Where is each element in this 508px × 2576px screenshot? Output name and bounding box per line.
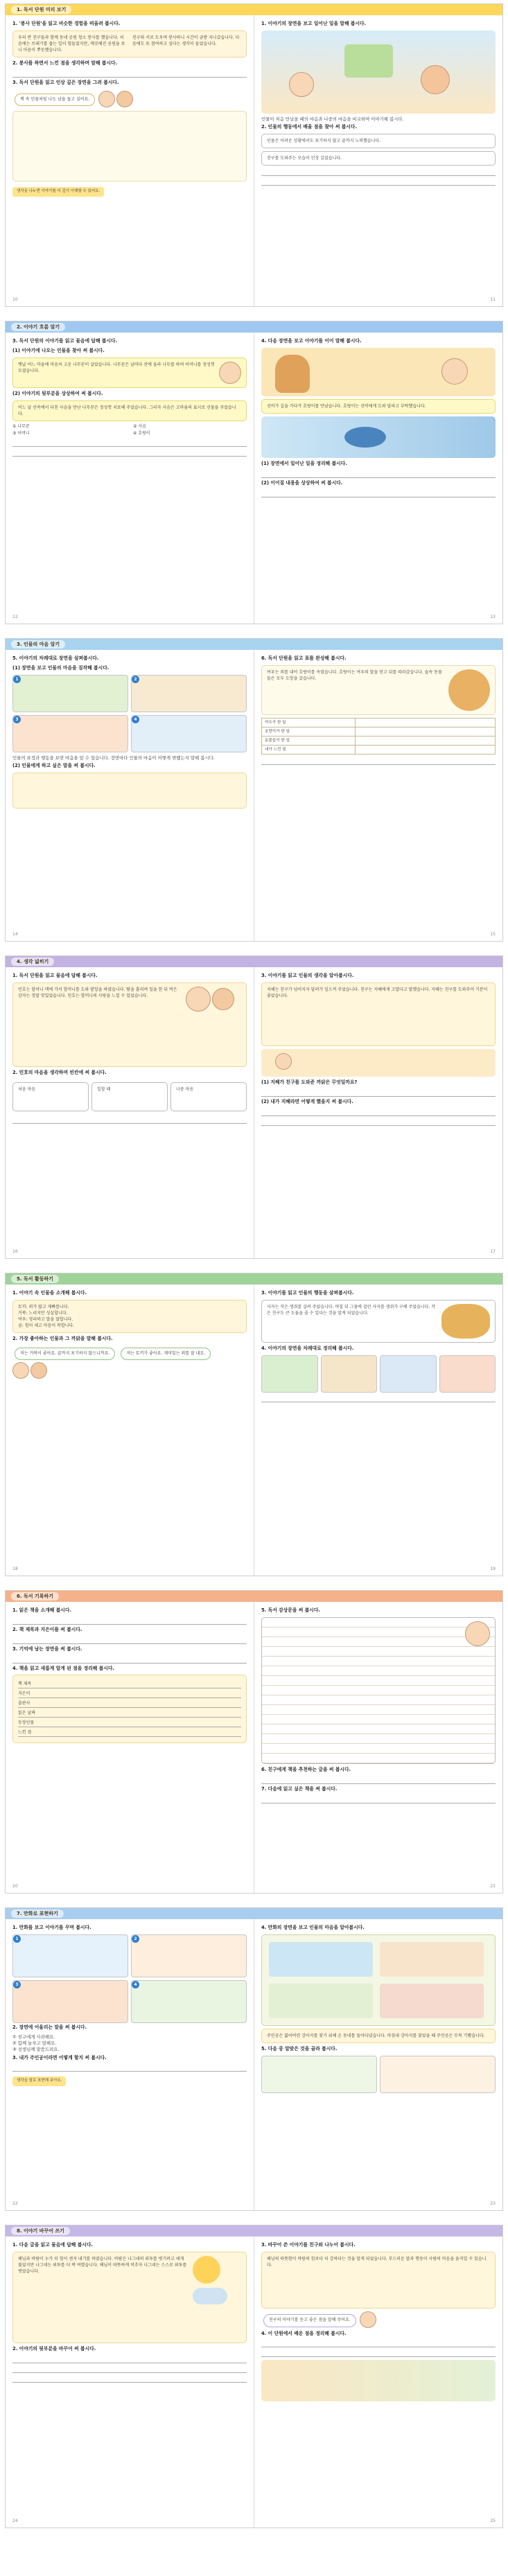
question: 3. 이야기를 읽고 인물의 생각을 알아봅시다. (261, 973, 354, 978)
choice-list (12, 424, 247, 437)
comic-panel (131, 715, 247, 752)
page-number: 17 (490, 1249, 496, 1255)
comic-grid (12, 1934, 247, 2023)
answer-line[interactable] (12, 1637, 247, 1644)
sub-question: (2) 이야기의 뒷부분을 상상하여 써 봅시다. (12, 390, 103, 396)
question: 6. 친구에게 책을 추천하는 글을 써 봅시다. (261, 1766, 351, 1772)
answer-line[interactable] (12, 2064, 247, 2072)
scene-panel (321, 1355, 378, 1393)
scene-panel (439, 1355, 496, 1393)
question: 1. 만화를 보고 이야기를 꾸며 봅시다. (12, 1925, 91, 1930)
question: 3. 바꾸어 쓴 이야기를 친구와 나누어 봅시다. (261, 2242, 356, 2248)
choice-option[interactable]: ④ 호랑이 (133, 431, 150, 436)
panel-number-icon: 3 (13, 1981, 21, 1988)
record-field[interactable]: 책 제목 (18, 1681, 241, 1688)
comic-panel (12, 1934, 128, 1977)
record-field[interactable]: 등장인물 (18, 1720, 241, 1727)
spread-6 (6, 1591, 502, 1893)
reading-text: 옛날 어느 마을에 마음씨 고운 나무꾼이 살았습니다. 나무꾼은 날마다 산에 올라 나무를 하며 어머니를 정성껏 모셨습니다. (18, 362, 215, 373)
child-face-icon (219, 362, 241, 384)
page-number: 18 (12, 1567, 18, 1572)
instruction-text: 인물이 처음 만났을 때의 마음과 나중의 마음을 비교하며 이야기해 봅시다. (261, 116, 404, 122)
summary-table (261, 718, 496, 755)
tree-icon (344, 44, 393, 78)
page-number: 13 (490, 615, 496, 620)
option[interactable]: ③ 선생님께 말씀드려요. (12, 2047, 60, 2053)
page-number: 20 (12, 1884, 18, 1889)
reading-box (12, 30, 247, 58)
panel-number-icon: 3 (13, 716, 21, 723)
left-page (6, 650, 254, 941)
fox-icon (448, 669, 490, 711)
table-row-label: 내가 느낀 점 (262, 746, 356, 755)
comic-panel (131, 1980, 247, 2023)
spread-header (6, 1908, 502, 1919)
spread-header (6, 639, 502, 650)
question: 1. 읽은 책을 소개해 봅시다. (12, 1607, 72, 1613)
page-number: 16 (12, 1249, 18, 1255)
right-page (254, 1285, 502, 1576)
page-number: 22 (12, 2201, 18, 2207)
drawing-area[interactable] (12, 111, 247, 182)
comic-panel (380, 1984, 484, 2018)
table-row-label: 여우가 한 일 (262, 718, 356, 727)
question: 1. '봉사 단원'을 읽고 비슷한 경험을 떠올려 봅시다. (12, 21, 121, 26)
question: 2. 책 제목과 지은이를 써 봅시다. (12, 1626, 82, 1632)
spread-header (6, 956, 502, 967)
choice-option[interactable]: ① 나무꾼 (12, 423, 30, 429)
section-title: 5. 독서 활동하기 (11, 1275, 59, 1283)
record-field[interactable]: 출판사 (18, 1700, 241, 1708)
answer-line[interactable] (261, 1109, 496, 1116)
profile-item: 여우: 영리하고 말을 잘합니다. (18, 1316, 73, 1322)
spread-1 (6, 4, 502, 306)
left-page (6, 1919, 254, 2210)
panel-number-icon: 2 (132, 1935, 139, 1943)
character-icon (441, 358, 468, 385)
comic-panel (380, 1942, 484, 1977)
scene-strip (261, 1355, 496, 1393)
question: 4. 만화의 장면을 보고 인물의 마음을 알아봅시다. (261, 1925, 365, 1930)
comic-panel (131, 1934, 247, 1977)
character-icon (212, 988, 234, 1010)
comic-panel (131, 675, 247, 712)
character-icon (421, 65, 450, 94)
reading-box (12, 358, 247, 388)
page-number: 23 (490, 2201, 496, 2207)
table-cell[interactable] (355, 746, 495, 755)
section-title: 2. 이야기 흐름 알기 (11, 323, 65, 331)
reading-box: 해님의 따뜻함이 바람의 힘보다 더 강하다는 것을 알게 되었습니다. 부드러운 말과 행동이 사람의 마음을 움직일 수 있습니다. (261, 2252, 496, 2309)
panel-number-icon: 4 (132, 716, 139, 723)
answer-line[interactable] (12, 2375, 247, 2383)
reading-box: 주인공은 잃어버린 강아지를 찾기 위해 온 동네를 돌아다녔습니다. 마침내 강아지를 찾았을 때 주인공은 무척 기뻤습니다. (261, 2029, 496, 2043)
spread-5 (6, 1273, 502, 1576)
choice-picture[interactable] (261, 2056, 377, 2093)
child-face-icon (12, 1362, 29, 1379)
question: 2. 인물의 행동에서 배울 점을 찾아 써 봅시다. (261, 124, 358, 130)
question: 1. 다음 글을 읽고 물음에 답해 봅시다. (12, 2242, 94, 2248)
spread-header (6, 321, 502, 333)
spread-header (6, 2225, 502, 2237)
reading-text: 여우는 꾀를 내어 호랑이를 속였습니다. 호랑이는 여우의 말을 믿고 뒤를 따라갔습니다. 숲속 동물들은 모두 도망을 갔습니다. (267, 669, 442, 681)
scene-illustration (261, 416, 496, 458)
question: 1. 이야기 속 인물을 소개해 봅시다. (12, 1290, 87, 1296)
comic-panel (12, 715, 128, 752)
wave-icon (344, 427, 386, 448)
tip-note: 생각을 나누면 이야기를 더 깊이 이해할 수 있어요. (12, 187, 104, 197)
spread-2 (6, 321, 502, 624)
answer-line[interactable] (12, 449, 247, 457)
spread-8 (6, 2225, 502, 2528)
question: 4. 다음 장면을 보고 이야기를 이어 말해 봅시다. (261, 338, 362, 344)
reading-box (12, 2252, 247, 2343)
child-face-icon (98, 91, 115, 107)
answer-line[interactable] (12, 2356, 247, 2363)
answer-line[interactable] (261, 2349, 496, 2357)
question: 3. 기억에 남는 장면을 써 봅시다. (12, 1646, 82, 1652)
question: 4. 책을 읽고 새롭게 알게 된 점을 정리해 봅시다. (12, 1665, 115, 1671)
answer-line[interactable] (261, 1776, 496, 1784)
reading-box (12, 982, 247, 1067)
record-field[interactable]: 읽은 날짜 (18, 1710, 241, 1718)
instruction-text: 인물의 표정과 행동을 보면 마음을 알 수 있습니다. 장면마다 인물의 마음이 어떻게 변했는지 말해 봅시다. (12, 755, 215, 761)
question: 6. 독서 단원을 읽고 표를 완성해 봅시다. (261, 655, 347, 661)
child-face-icon (465, 1621, 490, 1646)
tiger-icon (275, 355, 310, 393)
scene-illustration (261, 348, 496, 396)
profile-item: 토끼: 꾀가 많고 재빠릅니다. (18, 1304, 69, 1309)
spread-header (6, 1273, 502, 1285)
left-page (6, 333, 254, 624)
answer-box[interactable] (12, 773, 247, 809)
question: 4. 이야기의 장면을 차례대로 정리해 봅시다. (261, 1345, 354, 1351)
record-field[interactable]: 느낀 점 (18, 1729, 241, 1737)
table-row-label: 호랑이가 한 일 (262, 727, 356, 736)
spread-4 (6, 956, 502, 1258)
page-number: 10 (12, 297, 18, 303)
scene-illustration (261, 1049, 496, 1077)
panel-number-icon: 1 (13, 1935, 21, 1943)
question: 3. 내가 주인공이라면 어떻게 할지 써 봅시다. (12, 2054, 107, 2061)
spread-header (6, 4, 502, 15)
reading-text: 우리 반 친구들과 함께 동네 공원 청소 봉사를 했습니다. 처음에는 쓰레기를 줍는 일이 힘들었지만, 깨끗해진 공원을 보니 마음이 뿌듯했습니다. (18, 35, 125, 53)
child-face-icon (360, 2311, 376, 2328)
page-number: 21 (490, 1884, 496, 1889)
answer-line[interactable] (261, 490, 496, 497)
spread-3 (6, 639, 502, 941)
panel-number-icon: 1 (13, 676, 21, 683)
question: 5. 이야기의 차례대로 장면을 살펴봅시다. (12, 655, 99, 661)
question: 1. 이야기의 장면을 보고 일어난 일을 말해 봅시다. (261, 21, 367, 26)
answer-box: 친구를 도와주는 모습이 인상 깊었습니다. (261, 151, 496, 166)
reading-box (261, 665, 496, 715)
question: 3. 독서 단원을 읽고 인상 깊은 장면을 그려 봅시다. (12, 79, 119, 85)
choice-option[interactable]: ③ 어머니 (12, 431, 30, 436)
character-icon (289, 72, 314, 97)
reading-text: 민호는 할머니 댁에 가서 할머니를 도와 밭일을 하였습니다. 땀을 흘리며 일을 한 뒤 먹은 감자는 정말 맛있었습니다. 민호는 할머니의 사랑을 느낄 수 있었습니다. (18, 987, 177, 998)
feeling-box[interactable]: 처음 마음 (12, 1082, 89, 1111)
comic-strip (261, 1934, 496, 2026)
answer-line[interactable] (261, 168, 496, 176)
answer-line[interactable] (261, 757, 496, 765)
question: 4. 이 단원에서 배운 점을 정리해 봅시다. (261, 2330, 347, 2336)
question: 5. 다음 중 알맞은 것을 골라 봅시다. (261, 2045, 338, 2052)
character-profile-box (12, 1300, 247, 1333)
question: 2. 봉사를 하면서 느낀 점을 생각하며 말해 봅시다. (12, 60, 118, 66)
choice-option[interactable]: ② 사슴 (133, 423, 146, 429)
question: 3. 독서 단원의 이야기를 읽고 물음에 답해 봅시다. (12, 338, 118, 344)
question: 3. 이야기를 읽고 인물의 행동을 살펴봅시다. (261, 1290, 354, 1296)
profile-item: 거북: 느리지만 성실합니다. (18, 1310, 68, 1316)
lion-icon (441, 1304, 490, 1339)
child-face-icon (30, 1362, 47, 1379)
sub-question: (1) 지혜가 친구를 도와준 까닭은 무엇일까요? (261, 1079, 358, 1085)
question: 5. 독서 감상문을 써 봅시다. (261, 1607, 321, 1613)
section-title: 4. 생각 넓히기 (11, 958, 54, 966)
character-icon (186, 987, 211, 1012)
answer-line[interactable] (12, 70, 247, 78)
section-title: 3. 인물의 마음 알기 (11, 640, 65, 649)
record-field[interactable]: 지은이 (18, 1691, 241, 1698)
left-page (6, 1285, 254, 1576)
answer-line[interactable] (12, 1617, 247, 1625)
speech-bubble: 친구의 이야기를 듣고 좋은 점을 말해 주어요. (263, 2314, 356, 2327)
answer-line[interactable] (261, 2340, 496, 2347)
sub-question: (2) 내가 지혜라면 어떻게 했을지 써 봅시다. (261, 1098, 353, 1104)
speech-bubble: 저는 거북이 좋아요. 끝까지 포기하지 않으니까요. (15, 1348, 115, 1361)
book-record-box (12, 1675, 247, 1743)
character-icon (275, 1053, 292, 1070)
panel-number-icon: 2 (132, 676, 139, 683)
comic-panel (269, 1984, 373, 2018)
page-number: 12 (12, 615, 18, 620)
right-page (254, 967, 502, 1258)
page-number: 11 (490, 297, 496, 303)
comic-grid (12, 675, 247, 752)
reading-box: 선비가 길을 가다가 호랑이를 만났습니다. 호랑이는 선비에게 도와 달라고 부탁했습니다. (261, 399, 496, 414)
answer-line[interactable] (261, 1089, 496, 1097)
reading-box: 어느 날 산속에서 다친 사슴을 만난 나무꾼은 정성껏 치료해 주었습니다. 그러자 사슴은 고마움의 표시로 선물을 주었습니다. (12, 400, 247, 421)
essay-box[interactable] (261, 1617, 496, 1764)
sun-icon (193, 2256, 220, 2284)
left-page (6, 15, 254, 306)
left-page (6, 2237, 254, 2528)
question: 2. 민호의 마음을 생각하며 빈칸에 써 봅시다. (12, 1069, 107, 1075)
panel-number-icon: 4 (132, 1981, 139, 1988)
answer-line[interactable] (261, 1118, 496, 1126)
sub-question: (1) 이야기에 나오는 인물을 찾아 써 봅시다. (12, 347, 105, 353)
page-number: 15 (490, 932, 496, 937)
comic-panel (12, 675, 128, 712)
left-page (6, 967, 254, 1258)
question: 2. 장면에 어울리는 말을 써 봅시다. (12, 2024, 87, 2030)
spread-7 (6, 1908, 502, 2210)
profile-item: 곰: 힘이 세고 마음이 착합니다. (18, 1323, 75, 1328)
reading-box: 지혜는 친구가 넘어지자 달려가 일으켜 주었습니다. 친구는 지혜에게 고맙다고 말했습니다. 지혜는 친구를 도와주어 기분이 좋았습니다. (261, 982, 496, 1046)
speech-bubble: 저는 토끼가 좋아요. 재미있는 꾀를 잘 내요. (121, 1348, 211, 1361)
right-page (254, 2237, 502, 2528)
table-cell[interactable] (355, 727, 495, 736)
question: 2. 가장 좋아하는 인물과 그 까닭을 말해 봅시다. (12, 1335, 113, 1341)
answer-box: 인물은 어려운 상황에서도 포기하지 않고 끝까지 노력했습니다. (261, 134, 496, 148)
reading-text-2: 친구와 서로 도우며 봉사하니 시간이 금방 지나갔습니다. 다음에도 또 참여하고 싶다는 생각이 들었습니다. (132, 35, 240, 46)
section-title: 1. 독서 단원 미리 보기 (11, 6, 71, 14)
sub-question: (2) 이어질 내용을 상상하여 써 봅시다. (261, 479, 343, 486)
page-number: 24 (12, 2518, 18, 2524)
wind-icon (193, 2288, 227, 2304)
comic-panel (269, 1942, 373, 1977)
sub-question: (2) 인물에게 하고 싶은 말을 써 봅시다. (12, 762, 96, 768)
page-number: 14 (12, 932, 18, 937)
page-number: 25 (490, 2518, 496, 2524)
reading-text: 사자는 작은 생쥐를 살려 주었습니다. 며칠 뒤 그물에 걸린 사자를 생쥐가 구해 주었습니다. 작은 친구도 큰 도움을 줄 수 있다는 것을 알게 되었습니다. (267, 1304, 436, 1316)
speech-bubble: 책 속 인물처럼 나도 남을 돕고 싶어요. (15, 94, 95, 107)
table-cell[interactable] (355, 736, 495, 746)
table-cell[interactable] (355, 718, 495, 727)
page-number: 19 (490, 1567, 496, 1572)
scene-panel (261, 1355, 318, 1393)
spread-header (6, 1591, 502, 1602)
question: 1. 독서 단원을 읽고 물음에 답해 봅시다. (12, 973, 98, 978)
scene-illustration (261, 30, 496, 114)
reading-text: 해님과 바람이 누가 더 힘이 센지 내기를 하였습니다. 바람은 나그네의 외투를 벗기려고 세게 불었지만 나그네는 외투를 더 꽉 여몄습니다. 해님이 따뜻하게 비추자 나그네는 스스로 외투를 벗었습니다. (18, 2256, 187, 2274)
answer-line[interactable] (261, 178, 496, 186)
answer-line[interactable] (12, 2365, 247, 2373)
tip-note: 생각을 말로 표현해 보아요. (12, 2076, 66, 2086)
child-face-icon (116, 91, 133, 107)
option[interactable]: ① 친구에게 사과해요. (12, 2034, 55, 2040)
right-page (254, 15, 502, 306)
scene-panel (380, 1355, 437, 1393)
feeling-boxes (12, 1079, 247, 1114)
left-page (6, 1602, 254, 1893)
comic-panel (12, 1980, 128, 2023)
choice-picture[interactable] (380, 2056, 496, 2093)
answer-line[interactable] (12, 1116, 247, 1124)
picture-choices (261, 2056, 496, 2093)
option[interactable]: ② 함께 놀자고 말해요. (12, 2040, 57, 2046)
section-title: 6. 독서 기록하기 (11, 1592, 59, 1600)
sub-question: (1) 장면에서 일어난 일을 정리해 봅시다. (261, 460, 347, 466)
right-page (254, 333, 502, 624)
feeling-box[interactable]: 일할 때 (91, 1082, 168, 1111)
answer-line[interactable] (12, 439, 247, 447)
right-page (254, 1602, 502, 1893)
question: 2. 이야기의 뒷부분을 바꾸어 써 봅시다. (12, 2345, 96, 2352)
answer-line[interactable] (12, 1656, 247, 1664)
right-page (254, 650, 502, 941)
section-title: 7. 만화로 표현하기 (11, 1909, 64, 1918)
right-page (254, 1919, 502, 2210)
reading-box (261, 1300, 496, 1343)
section-title: 8. 이야기 바꾸어 쓰기 (11, 2227, 70, 2235)
question: 7. 다음에 읽고 싶은 책을 써 봅시다. (261, 1785, 338, 1792)
answer-line[interactable] (261, 1796, 496, 1803)
sub-question: (1) 장면을 보고 인물의 마음을 짐작해 봅시다. (12, 664, 110, 671)
table-row-label: 동물들이 한 일 (262, 736, 356, 746)
answer-line[interactable] (261, 470, 496, 478)
feeling-box[interactable]: 나중 마음 (170, 1082, 247, 1111)
answer-line[interactable] (261, 1395, 496, 1402)
scene-illustration (261, 2360, 496, 2401)
